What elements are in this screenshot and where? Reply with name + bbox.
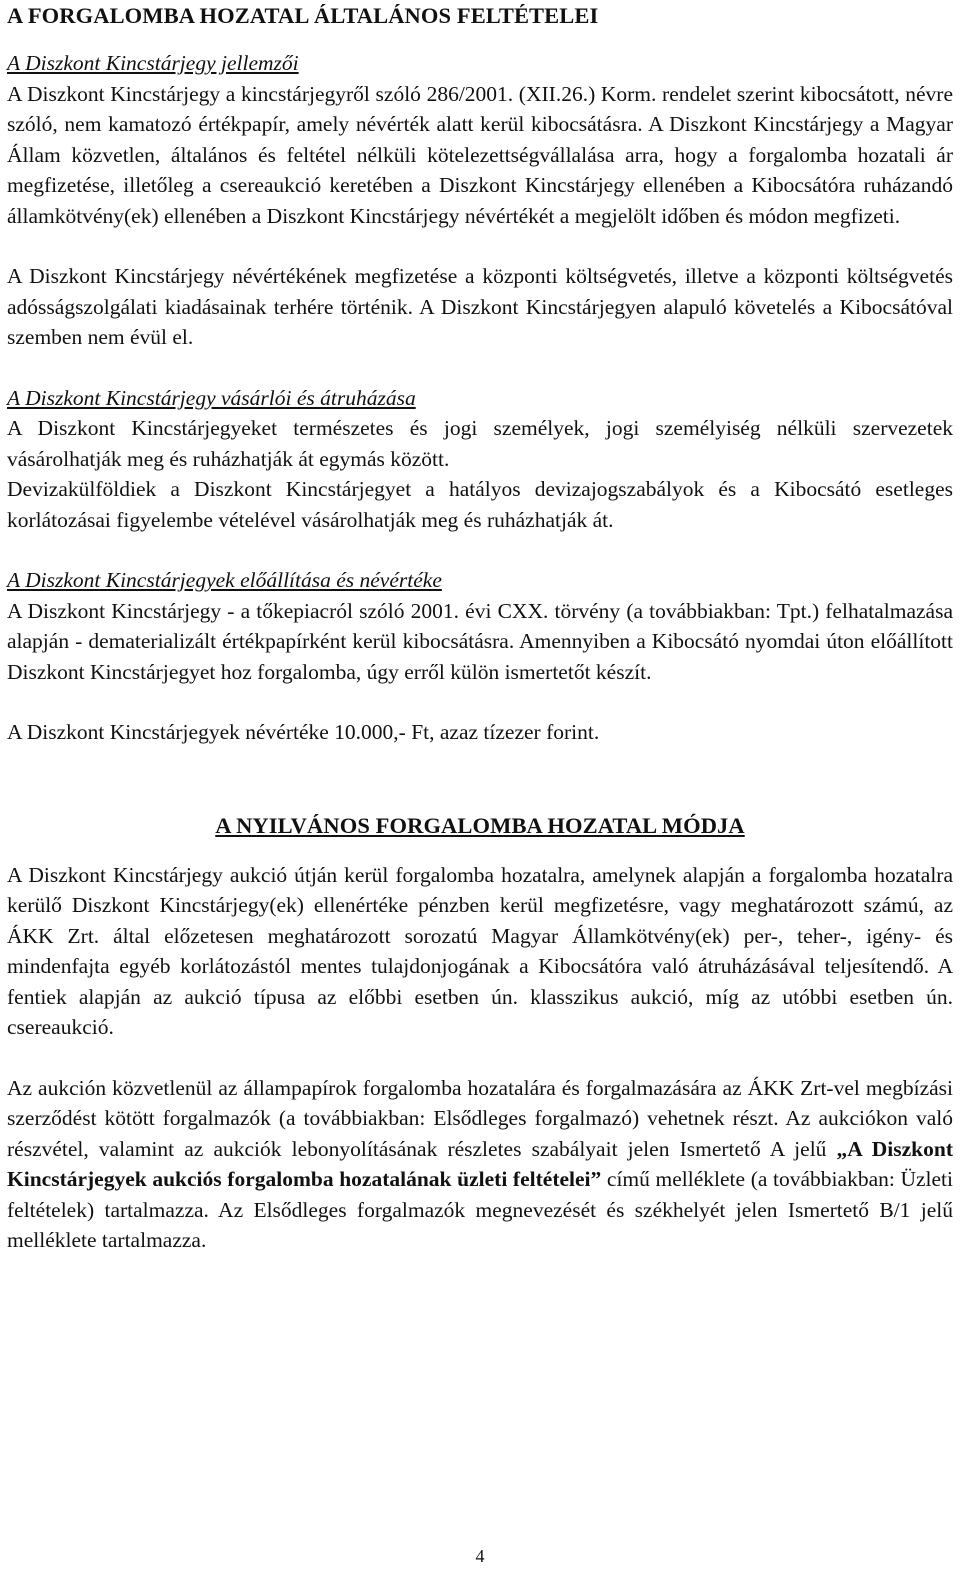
section-title-public-offering: A NYILVÁNOS FORGALOMBA HOZATAL MÓDJA bbox=[215, 812, 745, 838]
paragraph-characteristics: A Diszkont Kincstárjegy a kincstárjegyről szóló 286/2001. (XII.26.) Korm. rendelet szerint kibocsátott, névre szóló, nem kamatozó értékpapír, amely névérték alatt kerül kibocsátásra. A Diszkont Kincstárjegy a Magyar Állam közvetlen, általános és feltétel nélküli kötelezettségvállalása arra, hogy a forgalomba hozatali ár megfizetése, illetőleg a csereaukció keretében a Diszkont Kincstárjegy ellenében a Kibocsátóra ruházandó államkötvény(ek) ellenében a Diszkont Kincstárjegy névértékét a megjelölt időben és módon megfizeti. bbox=[7, 81, 953, 228]
section-title-general-conditions: A FORGALOMBA HOZATAL ÁLTALÁNOS FELTÉTELEI bbox=[7, 3, 599, 28]
subheading-production: A Diszkont Kincstárjegyek előállítása és névértéke bbox=[7, 568, 442, 592]
subheading-buyers: A Diszkont Kincstárjegy vásárlói és átruházása bbox=[7, 385, 416, 410]
document-page bbox=[7, 0, 953, 1256]
page-number: 4 bbox=[475, 1546, 485, 1566]
primary-dealers-text-end: című melléklete (a továbbiakban: Üzleti feltételek) tartalmazza. Az Elsődleges forgalmazók megnevezését és székhelyét jelen Ismertető B/1 jelű melléklete tartalmazza. bbox=[7, 1167, 954, 1252]
paragraph-buyers: A Diszkont Kincstárjegyeket természetes és jogi személyek, jogi személyiség nélküli szervezetek vásárolhatják meg és ruházhatják át egymás között. bbox=[7, 416, 953, 471]
paragraph-production: A Diszkont Kincstárjegy - a tőkepiacról szóló 2001. évi CXX. törvény (a továbbiakban: Tpt.) felhatalmazása alapján - dematerializált értékpapírként kerül kibocsátásra. Amennyiben a Kibocsátó nyomdai úton előállított Diszkont Kincstárjegyet hoz forgalomba, úgy erről külön ismertetőt készít. bbox=[7, 598, 953, 684]
paragraph-primary-dealers bbox=[7, 1073, 953, 1256]
paragraph-foreign-buyers: Devizakülföldiek a Diszkont Kincstárjegyet a hatályos devizajogszabályok és a Kibocsátó esetleges korlátozásai figyelembe vételével vásárolhatják meg és ruházhatják át. bbox=[7, 477, 953, 532]
business-terms-title: „A Diszkont Kincstárjegyek aukciós forgalomba hozatalának üzleti feltételei” bbox=[7, 1136, 953, 1191]
subheading-characteristics: A Diszkont Kincstárjegy jellemzői bbox=[7, 51, 299, 75]
primary-dealers-text-start: Az aukción közvetlenül az állampapírok forgalomba hozatalára és forgalmazására az ÁKK Zrt-vel megbízási szerződést kötött forgalmazók (a továbbiakban: Elsődleges forgalmazó) vehetnek részt. Az aukciókon való részvétel, valamint az aukciók lebonyolításának részletes szabályait jelen Ismertető A jelű bbox=[7, 1075, 953, 1161]
paragraph-face-value: A Diszkont Kincstárjegyek névértéke 10.000,- Ft, azaz tízezer forint. bbox=[7, 720, 600, 744]
paragraph-payment: A Diszkont Kincstárjegy névértékének megfizetése a központi költségvetés, illetve a központi költségvetés adósságszolgálati kiadásainak terhére történik. A Diszkont Kincstárjegyen alapuló követelés a Kibocsátóval szemben nem évül el. bbox=[7, 264, 953, 349]
paragraph-auction: A Diszkont Kincstárjegy aukció útján kerül forgalomba hozatalra, amelynek alapján a forgalomba hozatalra kerülő Diszkont Kincstárjegy(ek) ellenértéke pénzben kerül megfizetésre, vagy meghatározott számú, az ÁKK Zrt. által előzetesen meghatározott sorozatú Magyar Államkötvény(ek) per-, teher-, igény- és mindenfajta egyéb korlátozástól mentes tulajdonjogának a Kibocsátóra való átruházásával teljesítendő. A fentiek alapján az aukció típusa az előbbi esetben ún. klasszikus aukció, míg az utóbbi esetben ún. csereaukció. bbox=[7, 862, 953, 1039]
